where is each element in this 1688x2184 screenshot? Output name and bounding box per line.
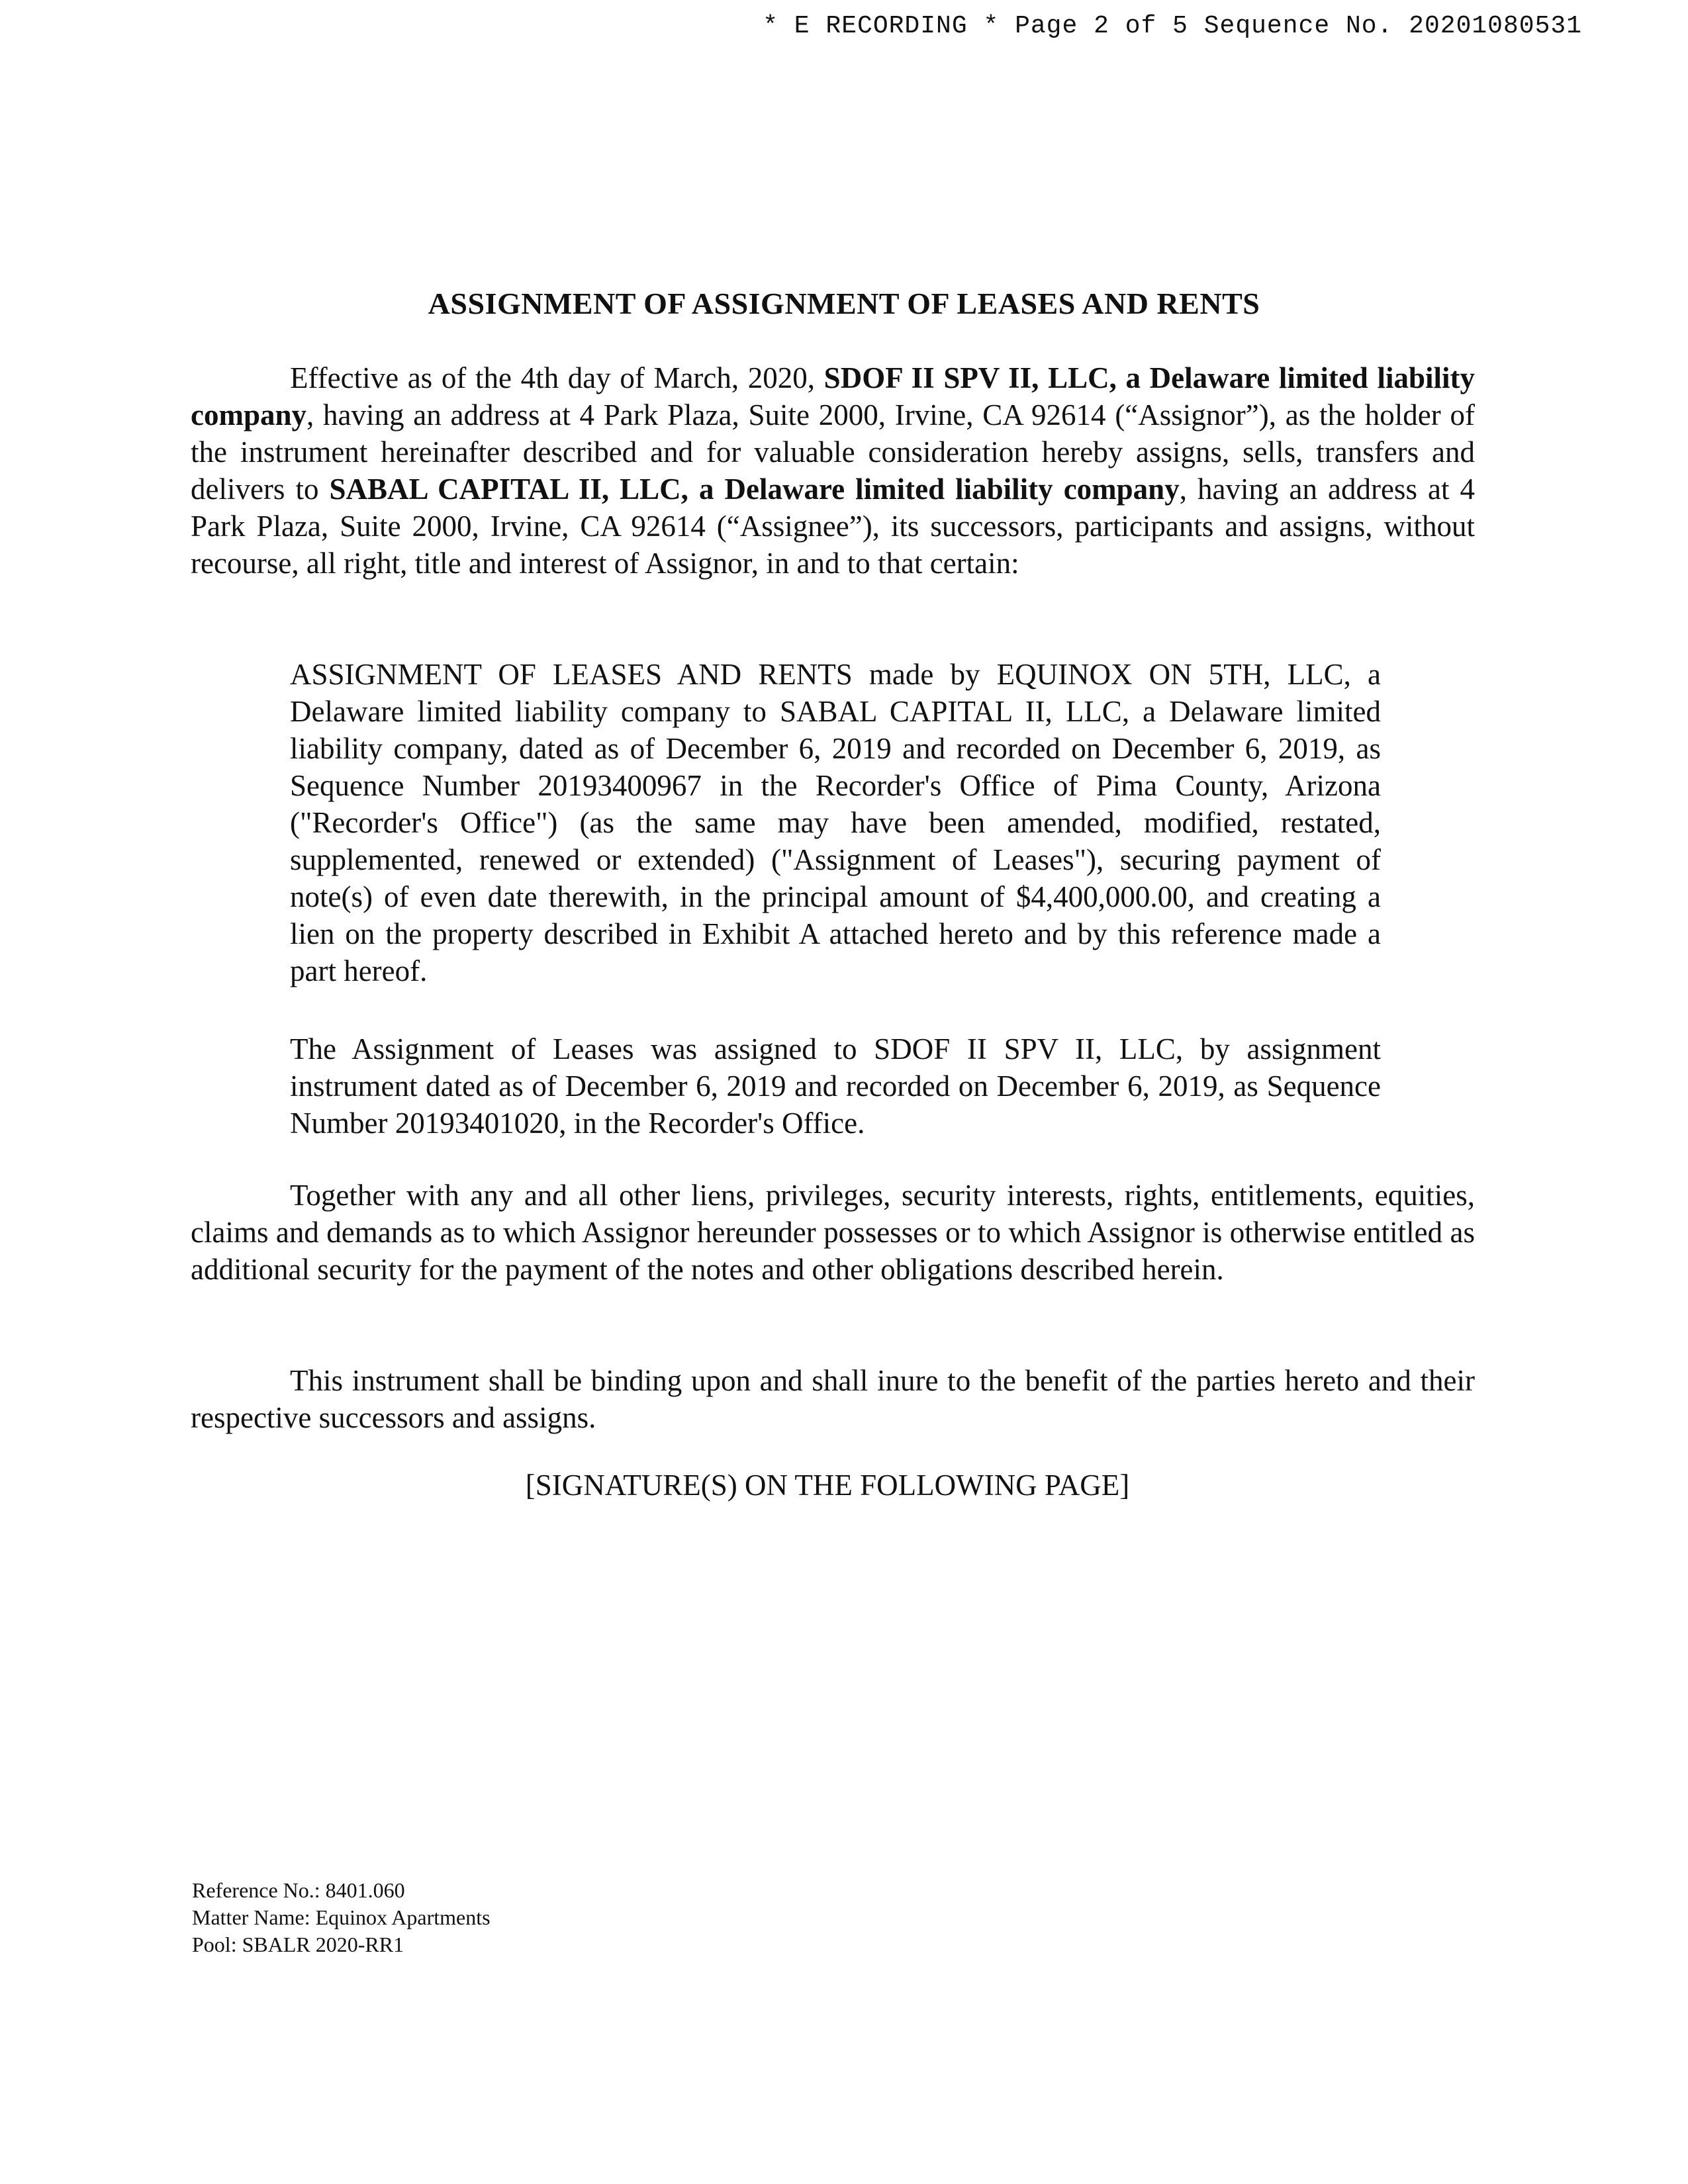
binding-effect-paragraph: This instrument shall be binding upon and shall inure to the benefit of the parties hereto and their respective successors and assigns. [191,1364,1475,1434]
matter-name: Matter Name: Equinox Apartments [192,1905,491,1929]
opening-paragraph [191,359,1475,582]
assignment-of-leases-description: ASSIGNMENT OF LEASES AND RENTS made by EQUINOX ON 5TH, LLC, a Delaware limited liability company to SABAL CAPITAL II, LLC, a Delaware limited liability company, dated as of December 6, 2019 and recorded on December 6, 2019, as Sequence Number 20193400967 in the Recorder's Office of Pima County, Arizona ("Recorder's Office") (as the same may have been amended, modified, restated, supplemented, renewed or extended) ("Assignment of Leases"), securing payment of note(s) of even date therewith, in the principal amount of $4,400,000.00, and creating a lien on the property described in Exhibit A attached hereto and by this reference made a part hereof. [290,658,1381,987]
reference-number: Reference No.: 8401.060 [192,1878,405,1902]
together-with-paragraph: Together with any and all other liens, privileges, security interests, rights, entitlements, equities, claims and demands as to which Assignor hereunder possesses or to which Assignor is otherwise entitled as additional security for the payment of the notes and other obligations described herein. [191,1179,1475,1286]
assignee-name: SABAL CAPITAL II, LLC, a Delaware limited liability company [329,473,1180,506]
prior-assignment-description: The Assignment of Leases was assigned to SDOF II SPV II, LLC, by assignment instrument dated as of December 6, 2019 and recorded on December 6, 2019, as Sequence Number 20193401020, in the Recorder's Office. [290,1032,1381,1140]
pool-name: Pool: SBALR 2020-RR1 [192,1933,404,1956]
reference-block [192,1877,491,1958]
opening-intro: Effective as of the 4th day of March, 2020, [290,361,824,394]
signature-page-note: [SIGNATURE(S) ON THE FOLLOWING PAGE] [525,1469,1130,1502]
document-title: ASSIGNMENT OF ASSIGNMENT OF LEASES AND RENTS [428,287,1260,320]
recording-header-stamp: * E RECORDING * Page 2 of 5 Sequence No. 20201080531 [763,12,1582,40]
assignor-name: SDOF II SPV II, LLC, a Delaware limited liability company [191,361,1476,432]
opening-middle: , having an address at 4 Park Plaza, Suite 2000, Irvine, CA 92614 (“Assignor”), as the holder of the instrument hereinafter described and for valuable consideration hereby assigns, sells, transfers and delivers to [191,398,1475,506]
opening-end: , having an address at 4 Park Plaza, Suite 2000, Irvine, CA 92614 (“Assignee”), its successors, participants and assigns, without recourse, all right, title and interest of Assignor, in and to that certain: [191,473,1475,580]
